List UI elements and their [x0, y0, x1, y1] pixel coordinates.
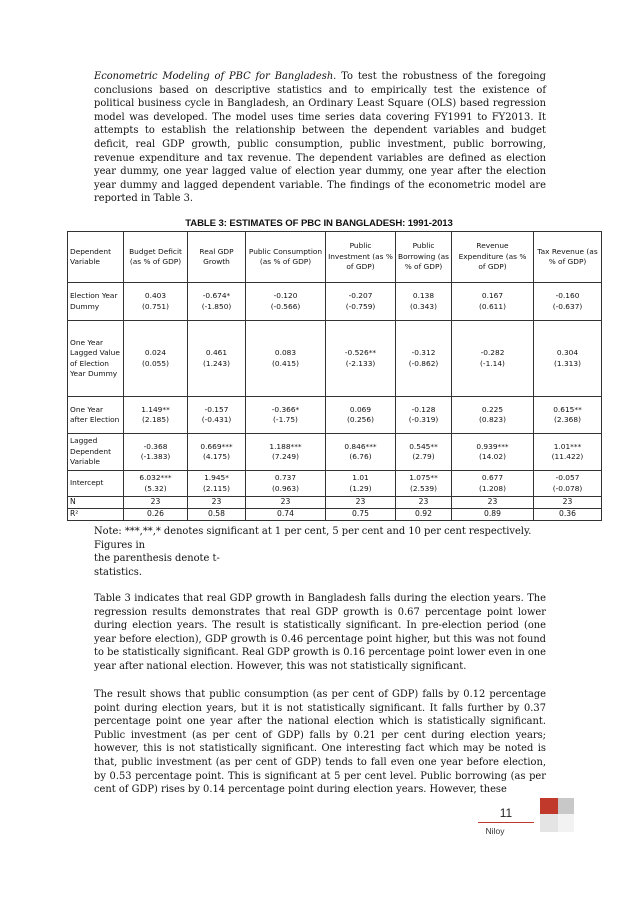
row-label: Intercept: [68, 471, 124, 497]
t-statistic: (6.76): [349, 452, 372, 461]
table-cell: 0.75: [326, 509, 396, 521]
t-statistic: (7.249): [272, 452, 299, 461]
t-statistic: (0.343): [410, 301, 437, 311]
table-cell: [326, 321, 396, 397]
coefficient: 0.304: [556, 348, 579, 358]
table-cell: 0.92: [396, 509, 452, 521]
table-note: [94, 525, 546, 579]
r-squared-row: [68, 509, 602, 521]
coefficient: 0.677: [481, 473, 504, 483]
coefficient: -0.674*: [202, 291, 231, 301]
t-statistic: (-2.133): [345, 358, 376, 368]
t-statistic: (-0.319): [408, 415, 439, 424]
coefficient: 0.069: [349, 404, 372, 414]
table-cell: 23: [326, 497, 396, 509]
coefficient: 0.669***: [200, 441, 233, 451]
table-cell: 23: [534, 497, 602, 509]
t-statistic: (-0.759): [345, 301, 376, 311]
table-cell: [246, 397, 326, 434]
t-statistic: (1.243): [203, 358, 230, 368]
intro-text: To test the robustness of the foregoing conclusions based on descriptive statistics and to empirically test the existence of political business cycle in Bangladesh, an Ordinary Least Square (OLS) based regression model was developed. The model uses time series data covering FY1991 to FY2013. It attempts to establish the relationship between the dependent variables and budget deficit, real GDP growth, public consumption, public investment, public borrowing, revenue expenditure and tax revenue. The dependent variables are defined as election year dummy, one year lagged value of election year dummy, one year after the election year dummy and lagged dependent variable. The findings of the econometric model are reported in Table 3.: [94, 71, 546, 205]
coefficient: 6.032***: [139, 473, 172, 483]
header-real-gdp-growth: Real GDP Growth: [188, 232, 246, 283]
table-cell: [326, 397, 396, 434]
table-cell: [188, 471, 246, 497]
coefficient: -0.128: [411, 404, 436, 414]
t-statistic: (-1.14): [480, 358, 505, 368]
decorative-block-gray: [558, 798, 574, 814]
t-statistic: (-0.637): [552, 301, 583, 311]
t-statistic: (0.415): [272, 358, 299, 368]
table-cell: [452, 471, 534, 497]
coefficient: 0.615**: [553, 404, 582, 414]
coefficient: 1.945*: [204, 473, 229, 483]
table-cell: [124, 321, 188, 397]
table-title: TABLE 3: ESTIMATES OF PBC IN BANGLADESH: 1991-2013: [185, 218, 453, 229]
note-line: statistics.: [94, 566, 142, 578]
table-cell: [534, 283, 602, 321]
table-cell: [534, 321, 602, 397]
table-cell: [246, 434, 326, 471]
table-row: [68, 283, 602, 321]
t-statistic: (0.256): [347, 415, 374, 424]
coefficient: -0.282: [480, 348, 505, 358]
t-statistic: (2.368): [554, 415, 581, 424]
header-dependent-variable: Dependent Variable: [68, 232, 124, 283]
row-label: One Year Lagged Value of Election Year Dummy: [68, 321, 124, 397]
n-row: [68, 497, 602, 509]
table-cell: 0.58: [188, 509, 246, 521]
header-public-investment: Public Investment (as % of GDP): [326, 232, 396, 283]
table-cell: 23: [188, 497, 246, 509]
table-cell: 23: [396, 497, 452, 509]
header-public-borrowing: Public Borrowing (as % of GDP): [396, 232, 452, 283]
coefficient: -0.366*: [271, 404, 300, 414]
coefficient: -0.160: [555, 291, 580, 301]
coefficient: -0.526**: [344, 348, 377, 358]
table-cell: [452, 397, 534, 434]
table-cell: [452, 434, 534, 471]
t-statistic: (0.751): [142, 301, 169, 311]
table-cell: 0.89: [452, 509, 534, 521]
table-cell: [124, 471, 188, 497]
table-cell: [396, 321, 452, 397]
table-cell: [124, 434, 188, 471]
table-cell: [452, 321, 534, 397]
coefficient: 0.545**: [409, 441, 438, 451]
t-statistic: (-0.566): [270, 301, 301, 311]
coefficient: 0.138: [412, 291, 435, 301]
row-label: Election Year Dummy: [68, 283, 124, 321]
note-line: the parenthesis denote t-: [94, 553, 220, 565]
table-row: [68, 321, 602, 397]
table-cell: 0.26: [124, 509, 188, 521]
coefficient: 0.024: [144, 348, 167, 358]
t-statistic: (0.963): [272, 483, 299, 493]
table-cell: [246, 471, 326, 497]
t-statistic: (2.185): [142, 415, 169, 424]
public-consumption-paragraph: The result shows that public consumption (as per cent of GDP) falls by 0.12 percentage point during election years, but it is not statistically significant. It falls further by 0.37 percentage point one year after the national election which is statistically significant. Public investment (as per cent of GDP) falls by 0.21 per cent during election years; however, this is not statistically significant. One interesting fact which may be noted is that, public investment (as per cent of GDP) tends to fall even one year before election, by 0.53 percentage point. This is significant at 5 per cent level. Public borrowing (as per cent of GDP) rises by 0.14 percentage point during election years. However, these: [94, 689, 546, 796]
coefficient: 0.083: [274, 348, 297, 358]
t-statistic: (11.422): [551, 452, 584, 461]
note-line: Note: ***,**,* denotes significant at 1 per cent, 5 per cent and 10 per cent respectively.: [94, 526, 532, 537]
table-cell: [326, 434, 396, 471]
table-row: [68, 397, 602, 434]
header-budget-deficit: Budget Deficit (as % of GDP): [124, 232, 188, 283]
coefficient: 1.01***: [553, 441, 582, 451]
table-cell: [246, 283, 326, 321]
t-statistic: (5.32): [144, 483, 167, 493]
table-cell: [188, 321, 246, 397]
header-tax-revenue: Tax Revenue (as % of GDP): [534, 232, 602, 283]
t-statistic: (-1.850): [201, 301, 232, 311]
table-cell: [246, 321, 326, 397]
coefficient: 0.403: [144, 291, 167, 301]
t-statistic: (-1.383): [140, 452, 171, 461]
table-cell: [396, 434, 452, 471]
coefficient: 0.737: [274, 473, 297, 483]
table-cell: 23: [124, 497, 188, 509]
table-cell: [124, 283, 188, 321]
table-cell: [326, 283, 396, 321]
page-number: 11: [478, 806, 534, 823]
coefficient: -0.157: [204, 404, 229, 414]
t-statistic: (1.208): [479, 483, 506, 493]
t-statistic: (4.175): [203, 452, 230, 461]
header-revenue-expenditure: Revenue Expenditure (as % of GDP): [452, 232, 534, 283]
table-cell: 0.74: [246, 509, 326, 521]
coefficient: -0.312: [411, 348, 436, 358]
coefficient: 1.149**: [141, 404, 170, 414]
decorative-block-gray: [540, 814, 558, 832]
table-cell: [396, 283, 452, 321]
table-cell: [452, 283, 534, 321]
coefficient: -0.368: [143, 441, 168, 451]
t-statistic: (-0.078): [552, 483, 583, 493]
t-statistic: (1.29): [349, 483, 372, 493]
note-line: Figures in: [94, 539, 145, 551]
gdp-growth-paragraph: Table 3 indicates that real GDP growth in Bangladesh falls during the election years. The regression results demonstrates that real GDP growth is 0.67 percentage point lower during election years. The result is statistically significant. In pre-election period (one year before election), GDP growth is 0.46 percentage point higher, but this was not found to be statistically significant. Real GDP growth is 0.16 percentage point lower even in one year after national election. However, this was not statistically significant.: [94, 593, 546, 672]
coefficient: 0.167: [481, 291, 504, 301]
footer-author: Niloy: [485, 826, 505, 836]
t-statistic: (-1.75): [273, 415, 298, 424]
table-cell: [396, 397, 452, 434]
row-label: R²: [68, 509, 124, 521]
table-cell: [534, 397, 602, 434]
coefficient: -0.057: [555, 473, 580, 483]
table-row: [68, 434, 602, 471]
t-statistic: (-0.431): [201, 415, 232, 424]
coefficient: 1.075**: [409, 473, 438, 483]
t-statistic: (2.79): [412, 452, 435, 461]
t-statistic: (0.823): [479, 415, 506, 424]
table-cell: 0.36: [534, 509, 602, 521]
table-cell: [326, 471, 396, 497]
t-statistic: (2.539): [410, 483, 437, 493]
intro-paragraph: [94, 70, 546, 206]
coefficient: 1.188***: [269, 441, 302, 451]
table-cell: 23: [452, 497, 534, 509]
t-statistic: (1.313): [554, 358, 581, 368]
coefficient: 0.846***: [344, 441, 377, 451]
regression-table: [67, 231, 602, 521]
coefficient: -0.207: [348, 291, 373, 301]
coefficient: 0.461: [205, 348, 228, 358]
t-statistic: (2.115): [203, 483, 230, 493]
table-cell: [188, 283, 246, 321]
table-cell: 23: [246, 497, 326, 509]
row-label: Lagged Dependent Variable: [68, 434, 124, 471]
decorative-block-gray: [558, 814, 574, 832]
coefficient: -0.120: [273, 291, 298, 301]
table-cell: [188, 434, 246, 471]
decorative-block-red: [540, 798, 558, 814]
coefficient: 1.01: [352, 473, 369, 483]
table-cell: [534, 434, 602, 471]
table-cell: [534, 471, 602, 497]
row-label: N: [68, 497, 124, 509]
coefficient: 0.939***: [476, 441, 509, 451]
t-statistic: (14.02): [479, 452, 506, 461]
t-statistic: (0.611): [479, 301, 506, 311]
coefficient: 0.225: [481, 404, 504, 414]
row-label: One Year after Election: [68, 397, 124, 434]
section-heading: Econometric Modeling of PBC for Bangladesh.: [94, 71, 337, 82]
table-cell: [396, 471, 452, 497]
table-cell: [188, 397, 246, 434]
t-statistic: (0.055): [142, 358, 169, 368]
table-cell: [124, 397, 188, 434]
t-statistic: (-0.862): [408, 358, 439, 368]
header-public-consumption: Public Consumption (as % of GDP): [246, 232, 326, 283]
table-header-row: [68, 232, 602, 283]
table-row: [68, 471, 602, 497]
